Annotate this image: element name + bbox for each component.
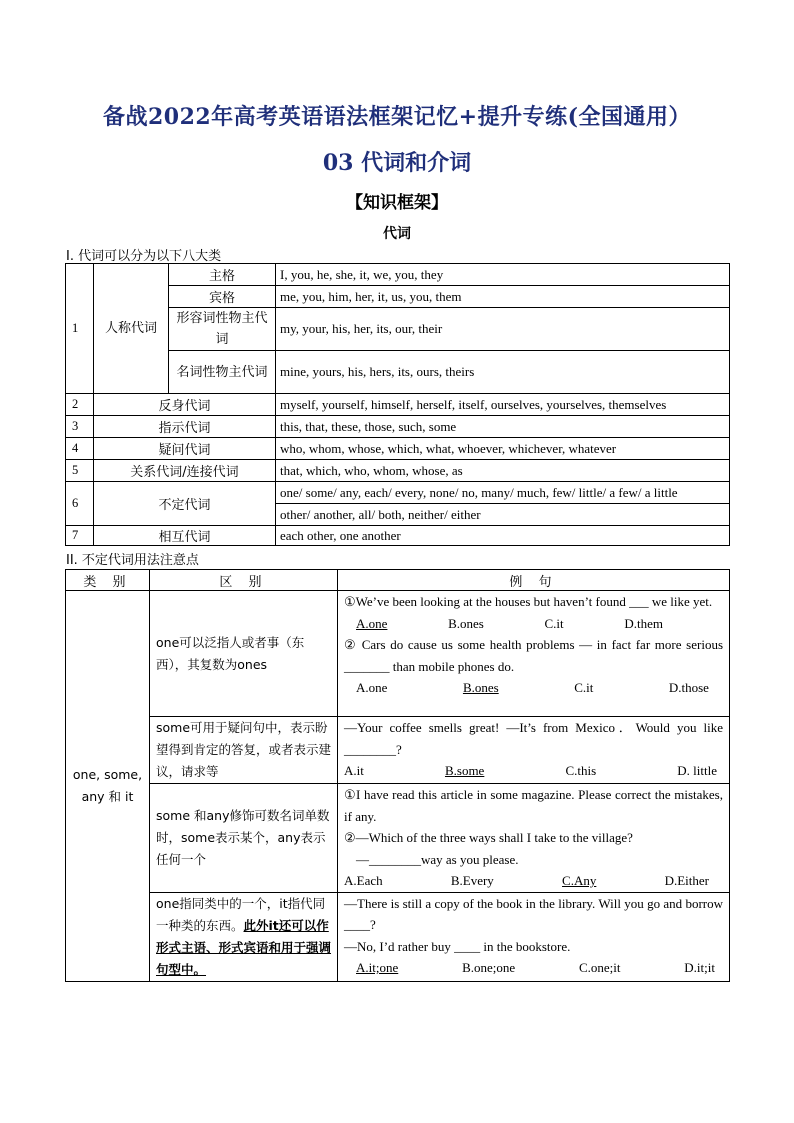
answer-option: B.one;one	[462, 960, 516, 975]
answer-option: C.it	[574, 680, 594, 695]
pronoun-list: I, you, he, she, it, we, you, they	[276, 264, 730, 286]
category-label: 不定代词	[94, 482, 276, 526]
answer-option: C.one;it	[578, 960, 621, 975]
answer-option: A.Each	[344, 873, 383, 888]
answer-options	[344, 677, 723, 699]
answer-option: B.ones	[448, 615, 484, 631]
pronoun-list: other/ another, all/ both, neither/ either	[276, 504, 730, 526]
rule-emphasis: 此外it还可以作形式主语、形式宾语和用于强调句型中。	[156, 917, 332, 977]
table-header-row	[66, 570, 730, 591]
table-row	[66, 591, 730, 717]
example-question: ②—Which of the three ways shall I take to the village?	[344, 830, 633, 845]
pronoun-types-table	[65, 263, 730, 546]
subtype-label: 形容词性物主代词	[169, 308, 276, 351]
table-row	[66, 416, 730, 438]
category-label: 人称代词	[94, 264, 169, 394]
category-label: 疑问代词	[94, 438, 276, 460]
rule-cell	[150, 892, 338, 981]
answer-options	[344, 957, 723, 979]
table-row	[66, 438, 730, 460]
example-cell	[338, 892, 730, 981]
row-number: 3	[66, 416, 94, 438]
answer-option: D.them	[624, 615, 663, 631]
table-row	[66, 394, 730, 416]
pronoun-list: my, your, his, her, its, our, their	[276, 308, 730, 351]
part1-heading: I. 代词可以分为以下八大类	[66, 249, 222, 264]
pronoun-list: each other, one another	[276, 526, 730, 546]
example-question: —There is still a copy of the book in the library. Will you go and borrow ____?	[344, 895, 723, 932]
answer-options	[344, 760, 723, 782]
answer-option: D.it;it	[684, 960, 715, 975]
row-number: 2	[66, 394, 94, 416]
example-question: ①We’ve been looking at the houses but haven’t found ___ we like yet.	[344, 594, 713, 609]
document-title: 备战2022年高考英语语法框架记忆+提升专练(全国通用）	[102, 104, 692, 130]
section-heading: 【知识框架】	[346, 193, 448, 213]
answer-option: A.it;one	[356, 960, 399, 975]
indefinite-pronoun-table	[65, 569, 730, 982]
answer-option: A.one	[356, 680, 388, 695]
answer-option: D. little	[677, 763, 717, 778]
pronoun-list: myself, yourself, himself, herself, itself, ourselves, yourselves, themselves	[276, 394, 730, 416]
answer-option: D.those	[668, 680, 709, 695]
example-question: —________way as you please.	[356, 851, 519, 867]
pronoun-list: me, you, him, her, it, us, you, them	[276, 286, 730, 308]
pronoun-list: that, which, who, whom, whose, as	[276, 460, 730, 482]
example-question: ①I have read this article in some magazine. Please correct the mistakes, if any.	[344, 787, 723, 824]
answer-option: B.Every	[450, 873, 494, 888]
example-question: ② Cars do cause us some health problems — in fact far more serious _______ than mobile phones do.	[344, 637, 723, 674]
subtype-label: 名词性物主代词	[169, 351, 276, 394]
category-label: 相互代词	[94, 526, 276, 546]
pronoun-list: this, that, these, those, such, some	[276, 416, 730, 438]
chapter-title: 03 代词和介词	[322, 150, 472, 176]
answer-options	[344, 613, 723, 635]
table-row	[66, 717, 730, 784]
rule-cell: some 和any修饰可数名词单数时，some表示某个，any表示任何一个	[150, 784, 338, 893]
answer-option: B.ones	[462, 680, 499, 695]
row-number: 6	[66, 482, 94, 526]
table-row	[66, 264, 730, 286]
pronoun-list: one/ some/ any, each/ every, none/ no, many/ much, few/ little/ a few/ a little	[276, 482, 730, 504]
example-cell	[338, 591, 730, 717]
category-cell: one, some, any 和 it	[66, 591, 150, 982]
answer-option: B.some	[444, 763, 485, 778]
rule-cell: some可用于疑问句中，表示盼望得到肯定的答复，或者表示建议，请求等	[150, 717, 338, 784]
answer-options	[344, 870, 723, 892]
category-label: 反身代词	[94, 394, 276, 416]
table-row	[66, 482, 730, 504]
example-question: —No, I’d rather buy ____ in the bookstore.	[344, 938, 571, 954]
answer-option: C.Any	[562, 873, 597, 888]
answer-option: C.this	[565, 763, 597, 778]
table-row	[66, 460, 730, 482]
column-header: 类 别	[66, 570, 150, 591]
row-number: 1	[66, 264, 94, 394]
answer-option: A.it	[344, 763, 364, 778]
row-number: 7	[66, 526, 94, 546]
answer-option: A.one	[356, 615, 388, 631]
table-row	[66, 892, 730, 981]
subtype-label: 主格	[169, 264, 276, 286]
rule-text: one指同类中的一个，it指代同一种类的东西。	[156, 895, 326, 933]
rule-cell: one可以泛指人或者事（东西），其复数为ones	[150, 591, 338, 717]
subtype-label: 宾格	[169, 286, 276, 308]
category-label: 指示代词	[94, 416, 276, 438]
column-header: 区 别	[150, 570, 338, 591]
subsection-heading: 代词	[383, 226, 411, 242]
answer-option: C.it	[544, 615, 564, 631]
pronoun-list: who, whom, whose, which, what, whoever, whichever, whatever	[276, 438, 730, 460]
row-number: 4	[66, 438, 94, 460]
category-label: 关系代词/连接代词	[94, 460, 276, 482]
row-number: 5	[66, 460, 94, 482]
example-cell	[338, 717, 730, 784]
column-header: 例 句	[338, 570, 730, 591]
answer-option: D.Either	[664, 873, 709, 888]
part2-heading: II. 不定代词用法注意点	[66, 553, 199, 568]
table-row	[66, 784, 730, 893]
pronoun-list: mine, yours, his, hers, its, ours, theirs	[276, 351, 730, 394]
table-row	[66, 526, 730, 546]
example-cell	[338, 784, 730, 893]
example-question: —Your coffee smells great! —It’s from Mexico．Would you like ________?	[344, 720, 723, 757]
